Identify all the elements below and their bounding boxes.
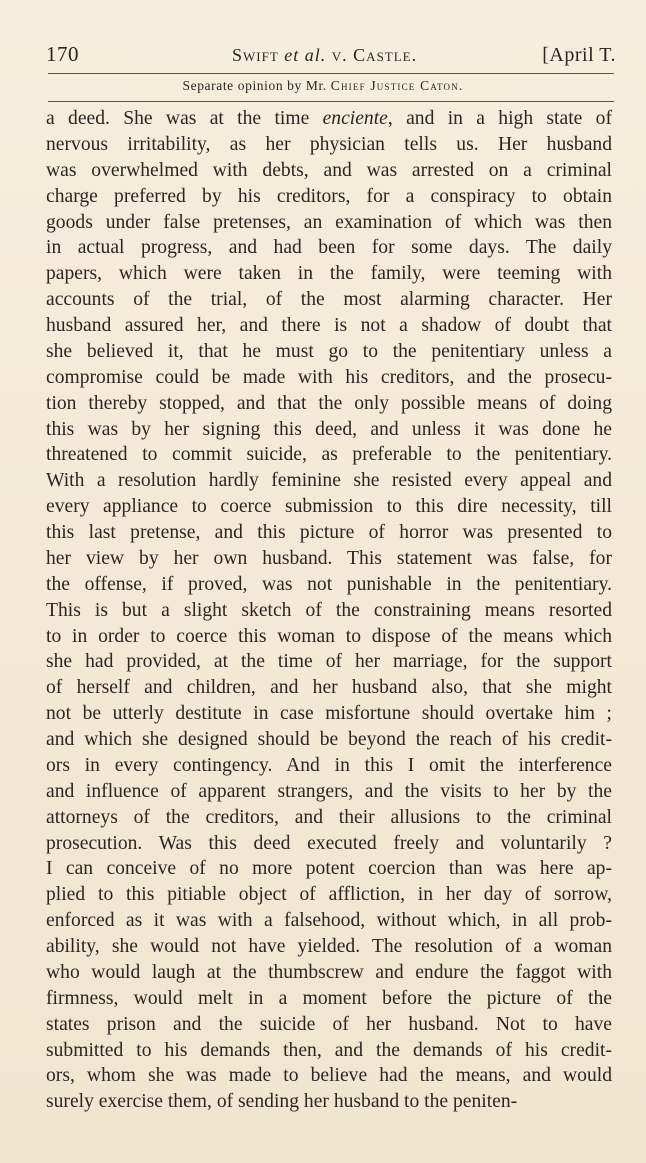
page-number: 170 xyxy=(46,42,79,66)
page-header xyxy=(46,42,616,70)
text-line: who would laugh at the thumbscrew and endure the faggot with xyxy=(46,961,612,983)
italic-et-al: et al. xyxy=(284,45,327,65)
text-line: and influence of apparent strangers, and the visits to her by the xyxy=(46,780,612,802)
header-rule xyxy=(48,73,614,74)
text-line: every appliance to coerce submission to this dire necessity, till xyxy=(46,496,612,518)
text-line: nervous irritability, as her physician tells us. Her husband xyxy=(46,133,612,155)
opinion-body xyxy=(46,106,612,1115)
term-label: [April T. xyxy=(542,44,616,66)
justice-name: Chief Justice Caton. xyxy=(330,78,464,93)
text-line: not be utterly destitute in case misfortune should overtake him ; xyxy=(46,703,612,725)
text-line: states prison and the suicide of her husband. Not to have xyxy=(46,1013,612,1035)
text-line: plied to this pitiable object of affliction, in her day of sorrow, xyxy=(46,884,612,906)
text-line: firmness, would melt in a moment before the picture of the xyxy=(46,987,612,1009)
subheader-rule xyxy=(48,101,614,102)
text-line: of herself and children, and her husband also, that she might xyxy=(46,677,612,699)
text-line: submitted to his demands then, and the demands of his credit- xyxy=(46,1039,612,1061)
text-line: goods under false pretenses, an examination of which was then xyxy=(46,211,612,233)
text-line: this was by her signing this deed, and unless it was done he xyxy=(46,418,612,440)
text-line: tion thereby stopped, and that the only possible means of doing xyxy=(46,392,612,414)
text-line: ors, whom she was made to believe had the means, and would xyxy=(46,1065,612,1087)
text-line: to in order to coerce this woman to dispose of the means which xyxy=(46,625,612,647)
text-line: she had provided, at the time of her marriage, for the support xyxy=(46,651,612,673)
text-line: compromise could be made with his creditors, and the prosecu- xyxy=(46,366,612,388)
text-line: and which she designed should be beyond the reach of his credit- xyxy=(46,729,612,750)
text-line: accounts of the trial, of the most alarming character. Her xyxy=(46,289,612,311)
text-line: threatened to commit suicide, as preferable to the penitentiary. xyxy=(46,444,612,466)
text-line: a deed. She was at the time enciente, and in a high state of xyxy=(46,108,612,129)
text-line: in actual progress, and had been for some days. The daily xyxy=(46,237,612,259)
italic-term: enciente xyxy=(322,108,388,129)
text-line: attorneys of the creditors, and their allusions to the criminal xyxy=(46,806,612,828)
opinion-subheader xyxy=(0,78,646,94)
running-title: Swift et al. v. Castle. xyxy=(232,45,418,65)
text-line: ability, she would not have yielded. The resolution of a woman xyxy=(46,936,612,957)
text-line: surely exercise them, of sending her husband to the peniten- xyxy=(46,1091,518,1113)
text-line: papers, which were taken in the family, were teeming with xyxy=(46,263,612,285)
text-line: charge preferred by his creditors, for a conspiracy to obtain xyxy=(46,185,612,207)
opinion-prefix: Separate opinion by Mr. xyxy=(182,78,331,93)
text-line: husband assured her, and there is not a shadow of doubt that xyxy=(46,315,612,336)
text-line: was overwhelmed with debts, and was arrested on a criminal xyxy=(46,159,612,181)
text-line: I can conceive of no more potent coercion than was here ap- xyxy=(46,858,612,880)
text-line: enforced as it was with a falsehood, without which, in all prob- xyxy=(46,910,612,932)
text-line: her view by her own husband. This statement was false, for xyxy=(46,547,612,569)
text-line: this last pretense, and this picture of horror was presented to xyxy=(46,522,612,543)
text-line: prosecution. Was this deed executed freely and voluntarily ? xyxy=(46,832,612,854)
text-line: ors in every contingency. And in this I omit the interference xyxy=(46,754,612,776)
text-line: With a resolution hardly feminine she resisted every appeal and xyxy=(46,470,612,492)
text-line: she believed it, that he must go to the penitentiary unless a xyxy=(46,340,612,362)
text-line: the offense, if proved, was not punishable in the penitentiary. xyxy=(46,573,612,595)
text-line: This is but a slight sketch of the constraining means resorted xyxy=(46,599,612,621)
